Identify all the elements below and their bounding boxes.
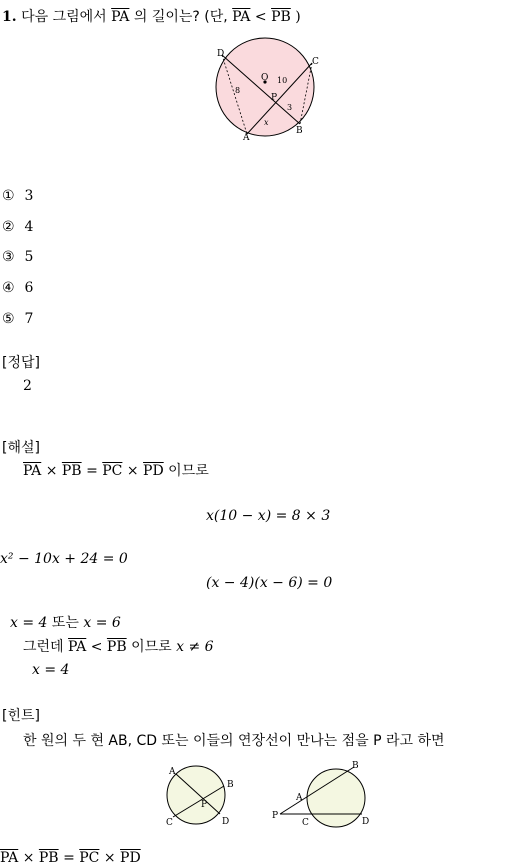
segment-pb: $\overline{PB}$ [106,639,127,655]
times-sign-2: × [126,463,139,479]
question-text-mid: 의 길이는? (단, [133,9,228,25]
times-sign-2: × [103,850,116,866]
label-a: A [169,767,176,777]
line5-suffix: 이므로 [131,639,172,655]
circle-figure [210,30,320,145]
label-c: C [302,818,309,828]
equation-1: x(10 − x) = 8 × 3 [206,508,331,524]
label-b: B [352,761,359,771]
label-p: P [272,811,279,821]
choice-3[interactable] [2,249,33,265]
question-line [2,6,301,26]
explanation-suffix: 이므로 [168,463,209,479]
label-d: D [217,49,225,59]
label-8: 8 [235,86,241,95]
label-a: A [243,133,250,143]
segment-pa-2: $\overline{PA}$ [232,9,251,25]
equation-2: x² − 10x + 24 = 0 [0,551,128,567]
choice-mark: ④ [2,280,15,296]
segment-pd: $\overline{PD}$ [120,850,141,866]
choice-value: 3 [24,188,34,204]
choice-mark: ⑤ [2,311,15,327]
choice-value: 5 [24,249,34,265]
answer-label: [정답] [2,355,40,371]
segment-pa: $\overline{PA}$ [0,850,19,866]
hint-figure-intersecting [160,762,240,830]
segment-pa: $\overline{PA}$ [111,9,130,25]
question-number: 1. [2,9,17,25]
label-c: C [312,57,319,67]
choice-4[interactable] [2,280,33,296]
choice-mark: ① [2,188,15,204]
label-a: A [296,793,303,803]
label-3: 3 [287,103,293,112]
label-p: P [201,800,208,810]
hint-figure-secants [268,758,378,830]
label-d: D [362,817,370,827]
choice-mark: ③ [2,249,15,265]
equals-sign: = [63,850,75,866]
explanation-line-1 [23,460,209,480]
choice-5[interactable] [2,311,33,327]
label-o: O [261,73,269,83]
equation-final: x = 4 [32,662,70,678]
label-10: 10 [277,76,288,85]
equation-3: (x − 4)(x − 6) = 0 [206,575,333,591]
question-text-end: ) [295,9,301,25]
segment-pb: $\overline{PB}$ [61,463,82,479]
segment-pd: $\overline{PD}$ [143,463,164,479]
connector-word: 또는 [51,615,79,631]
choice-value: 4 [24,219,34,235]
label-b: B [227,780,234,790]
choice-value: 7 [24,311,34,327]
solution-a: x = 4 [10,615,48,631]
times-sign: × [22,850,35,866]
equals-sign: = [86,463,98,479]
segment-pa: $\overline{PA}$ [23,463,42,479]
label-c: C [166,818,173,828]
hint-text: 한 원의 두 현 AB, CD 또는 이들의 연장선이 만나는 점을 P 라고 하면 [23,733,445,749]
explanation-label: [해설] [2,440,40,456]
segment-pc: $\overline{PC}$ [102,463,123,479]
segment-pa: $\overline{PA}$ [68,639,87,655]
hint-label: [힌트] [2,708,40,724]
less-than: < [90,639,103,655]
label-d: D [222,817,230,827]
line5-condition: x ≠ 6 [176,639,214,655]
segment-pb: $\overline{PB}$ [38,850,59,866]
choice-value: 6 [24,280,34,296]
label-x: x [264,118,269,127]
question-text-before: 다음 그림에서 [21,9,107,25]
choice-2[interactable] [2,219,33,235]
circle-shape [307,769,365,827]
times-sign: × [45,463,58,479]
segment-pc: $\overline{PC}$ [79,850,100,866]
hint-formula [0,850,141,866]
equation-4 [10,612,121,632]
label-b: B [296,126,303,136]
segment-pb: $\overline{PB}$ [271,9,291,25]
choice-1[interactable] [2,188,33,204]
less-than: < [254,9,267,25]
label-p: P [271,93,278,103]
solution-b: x = 6 [83,615,121,631]
explanation-line-5 [23,636,214,656]
answer-value: 2 [23,378,32,394]
choice-mark: ② [2,219,15,235]
line5-prefix: 그런데 [23,639,64,655]
